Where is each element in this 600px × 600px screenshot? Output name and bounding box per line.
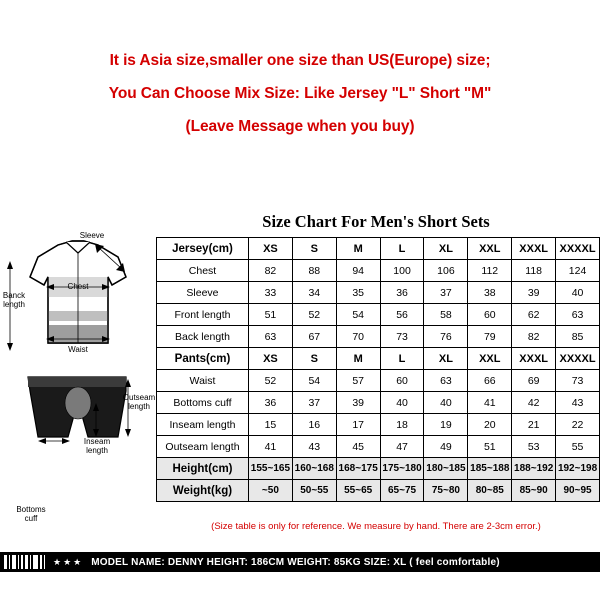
- cell-waist-s: 54: [292, 370, 336, 392]
- cell-outseam-length-label: Outseam length: [157, 436, 249, 458]
- cell-inseam-length-xl: 19: [424, 414, 468, 436]
- label-back-length: Banck length: [2, 291, 26, 309]
- cell-jersey-header-label: Jersey(cm): [157, 238, 249, 260]
- cell-sleeve-xxxl: 39: [512, 282, 556, 304]
- cell-chest-xxl: 112: [468, 260, 512, 282]
- cell-back-length-xl: 76: [424, 326, 468, 348]
- cell-outseam-length-xxxxl: 55: [556, 436, 600, 458]
- cell-sleeve-label: Sleeve: [157, 282, 249, 304]
- cell-waist-label: Waist: [157, 370, 249, 392]
- cell-outseam-length-xs: 41: [248, 436, 292, 458]
- cell-inseam-length-m: 17: [336, 414, 380, 436]
- cell-height-m: 168~175: [336, 458, 380, 480]
- label-outseam-length: Outseam length: [122, 393, 156, 411]
- cell-inseam-length-label: Inseam length: [157, 414, 249, 436]
- cell-chest-xxxl: 118: [512, 260, 556, 282]
- table-row-waist: [157, 370, 600, 392]
- cell-inseam-length-xxxxl: 22: [556, 414, 600, 436]
- cell-inseam-length-l: 18: [380, 414, 424, 436]
- cell-bottoms-cuff-xxl: 41: [468, 392, 512, 414]
- label-sleeve: Sleeve: [79, 231, 105, 240]
- cell-front-length-xxxl: 62: [512, 304, 556, 326]
- cell-jersey-header-xxxl: XXXL: [512, 238, 556, 260]
- cell-pants-header-l: L: [380, 348, 424, 370]
- cell-jersey-header-m: M: [336, 238, 380, 260]
- cell-sleeve-xxl: 38: [468, 282, 512, 304]
- stars-icon: ★★★: [53, 556, 84, 567]
- cell-outseam-length-s: 43: [292, 436, 336, 458]
- table-row-outseam-length: [157, 436, 600, 458]
- table-row-sleeve: [157, 282, 600, 304]
- cell-bottoms-cuff-m: 39: [336, 392, 380, 414]
- cell-inseam-length-xxl: 20: [468, 414, 512, 436]
- model-info-bar: [0, 552, 600, 572]
- cell-sleeve-xs: 33: [248, 282, 292, 304]
- cell-back-length-xxxxl: 85: [556, 326, 600, 348]
- cell-outseam-length-xl: 49: [424, 436, 468, 458]
- cell-pants-header-s: S: [292, 348, 336, 370]
- cell-bottoms-cuff-xs: 36: [248, 392, 292, 414]
- cell-waist-m: 57: [336, 370, 380, 392]
- cell-front-length-l: 56: [380, 304, 424, 326]
- cell-bottoms-cuff-l: 40: [380, 392, 424, 414]
- cell-height-xl: 180~185: [424, 458, 468, 480]
- cell-bottoms-cuff-label: Bottoms cuff: [157, 392, 249, 414]
- label-inseam-length: Inseam length: [83, 437, 111, 455]
- cell-back-length-xs: 63: [248, 326, 292, 348]
- cell-bottoms-cuff-xl: 40: [424, 392, 468, 414]
- cell-sleeve-l: 36: [380, 282, 424, 304]
- cell-weight-xxxl: 85~90: [512, 480, 556, 502]
- garment-illustrations: [0, 225, 156, 525]
- table-row-front-length: [157, 304, 600, 326]
- cell-back-length-s: 67: [292, 326, 336, 348]
- cell-weight-xxxxl: 90~95: [556, 480, 600, 502]
- notice-line-2: You Can Choose Mix Size: Like Jersey "L" Short "M": [108, 85, 492, 102]
- cell-jersey-header-s: S: [292, 238, 336, 260]
- cell-outseam-length-m: 45: [336, 436, 380, 458]
- cell-jersey-header-xs: XS: [248, 238, 292, 260]
- cell-waist-xxl: 66: [468, 370, 512, 392]
- table-row-bottoms-cuff: [157, 392, 600, 414]
- cell-waist-xs: 52: [248, 370, 292, 392]
- model-info-text: MODEL NAME: DENNY HEIGHT: 186CM WEIGHT: 85KG SIZE: XL ( feel comfortable): [91, 556, 500, 568]
- label-waist: Waist: [68, 345, 88, 354]
- cell-waist-xxxl: 69: [512, 370, 556, 392]
- cell-height-xxxl: 188~192: [512, 458, 556, 480]
- cell-chest-s: 88: [292, 260, 336, 282]
- cell-pants-header-xxl: XXL: [468, 348, 512, 370]
- cell-jersey-header-xxl: XXL: [468, 238, 512, 260]
- cell-height-xs: 155~165: [248, 458, 292, 480]
- cell-sleeve-xl: 37: [424, 282, 468, 304]
- cell-inseam-length-xs: 15: [248, 414, 292, 436]
- table-row-inseam-length: [157, 414, 600, 436]
- cell-front-length-xs: 51: [248, 304, 292, 326]
- cell-front-length-xxl: 60: [468, 304, 512, 326]
- cell-jersey-header-xl: XL: [424, 238, 468, 260]
- cell-outseam-length-l: 47: [380, 436, 424, 458]
- cell-sleeve-xxxxl: 40: [556, 282, 600, 304]
- cell-chest-xs: 82: [248, 260, 292, 282]
- cell-inseam-length-xxxl: 21: [512, 414, 556, 436]
- cell-height-label: Height(cm): [157, 458, 249, 480]
- cell-jersey-header-xxxxl: XXXXL: [556, 238, 600, 260]
- label-bottoms-cuff: Bottoms cuff: [16, 505, 46, 523]
- cell-weight-s: 50~55: [292, 480, 336, 502]
- cell-pants-header-label: Pants(cm): [157, 348, 249, 370]
- cell-chest-label: Chest: [157, 260, 249, 282]
- cell-height-s: 160~168: [292, 458, 336, 480]
- size-chart-table: [156, 237, 600, 502]
- cell-front-length-label: Front length: [157, 304, 249, 326]
- table-row-pants-header: [157, 348, 600, 370]
- cell-sleeve-s: 34: [292, 282, 336, 304]
- cell-bottoms-cuff-xxxxl: 43: [556, 392, 600, 414]
- cell-front-length-s: 52: [292, 304, 336, 326]
- cell-waist-l: 60: [380, 370, 424, 392]
- cell-bottoms-cuff-s: 37: [292, 392, 336, 414]
- cell-bottoms-cuff-xxxl: 42: [512, 392, 556, 414]
- cell-chest-l: 100: [380, 260, 424, 282]
- cell-sleeve-m: 35: [336, 282, 380, 304]
- cell-weight-l: 65~75: [380, 480, 424, 502]
- cell-pants-header-xl: XL: [424, 348, 468, 370]
- cell-back-length-xxxl: 82: [512, 326, 556, 348]
- cell-height-l: 175~180: [380, 458, 424, 480]
- cell-jersey-header-l: L: [380, 238, 424, 260]
- cell-back-length-xxl: 79: [468, 326, 512, 348]
- label-chest: Chest: [67, 282, 89, 291]
- cell-front-length-xxxxl: 63: [556, 304, 600, 326]
- cell-inseam-length-s: 16: [292, 414, 336, 436]
- cell-pants-header-xxxxl: XXXXL: [556, 348, 600, 370]
- cell-weight-m: 55~65: [336, 480, 380, 502]
- cell-weight-xl: 75~80: [424, 480, 468, 502]
- barcode-graphic: [4, 552, 47, 572]
- chart-title: Size Chart For Men's Short Sets: [262, 212, 490, 231]
- table-row-height: [157, 458, 600, 480]
- cell-outseam-length-xxl: 51: [468, 436, 512, 458]
- asia-size-notice: [0, 44, 600, 143]
- cell-back-length-m: 70: [336, 326, 380, 348]
- jersey-and-shorts-diagram: [0, 225, 156, 525]
- cell-weight-xxl: 80~85: [468, 480, 512, 502]
- cell-waist-xxxxl: 73: [556, 370, 600, 392]
- cell-pants-header-xs: XS: [248, 348, 292, 370]
- cell-weight-label: Weight(kg): [157, 480, 249, 502]
- cell-outseam-length-xxxl: 53: [512, 436, 556, 458]
- cell-front-length-m: 54: [336, 304, 380, 326]
- size-chart-footnote: (Size table is only for reference. We measure by hand. There are 2-3cm error.): [211, 521, 541, 532]
- table-row-back-length: [157, 326, 600, 348]
- table-row-weight: [157, 480, 600, 502]
- cell-weight-xs: ~50: [248, 480, 292, 502]
- table-row-jersey-header: [157, 238, 600, 260]
- cell-front-length-xl: 58: [424, 304, 468, 326]
- cell-back-length-label: Back length: [157, 326, 249, 348]
- cell-waist-xl: 63: [424, 370, 468, 392]
- cell-pants-header-xxxl: XXXL: [512, 348, 556, 370]
- notice-line-3: (Leave Message when you buy): [185, 118, 415, 135]
- cell-chest-xl: 106: [424, 260, 468, 282]
- cell-height-xxl: 185~188: [468, 458, 512, 480]
- cell-chest-m: 94: [336, 260, 380, 282]
- cell-back-length-l: 73: [380, 326, 424, 348]
- cell-height-xxxxl: 192~198: [556, 458, 600, 480]
- cell-chest-xxxxl: 124: [556, 260, 600, 282]
- shorts-figure: [28, 377, 131, 444]
- table-row-chest: [157, 260, 600, 282]
- cell-pants-header-m: M: [336, 348, 380, 370]
- notice-line-1: It is Asia size,smaller one size than US(Europe) size;: [109, 52, 491, 69]
